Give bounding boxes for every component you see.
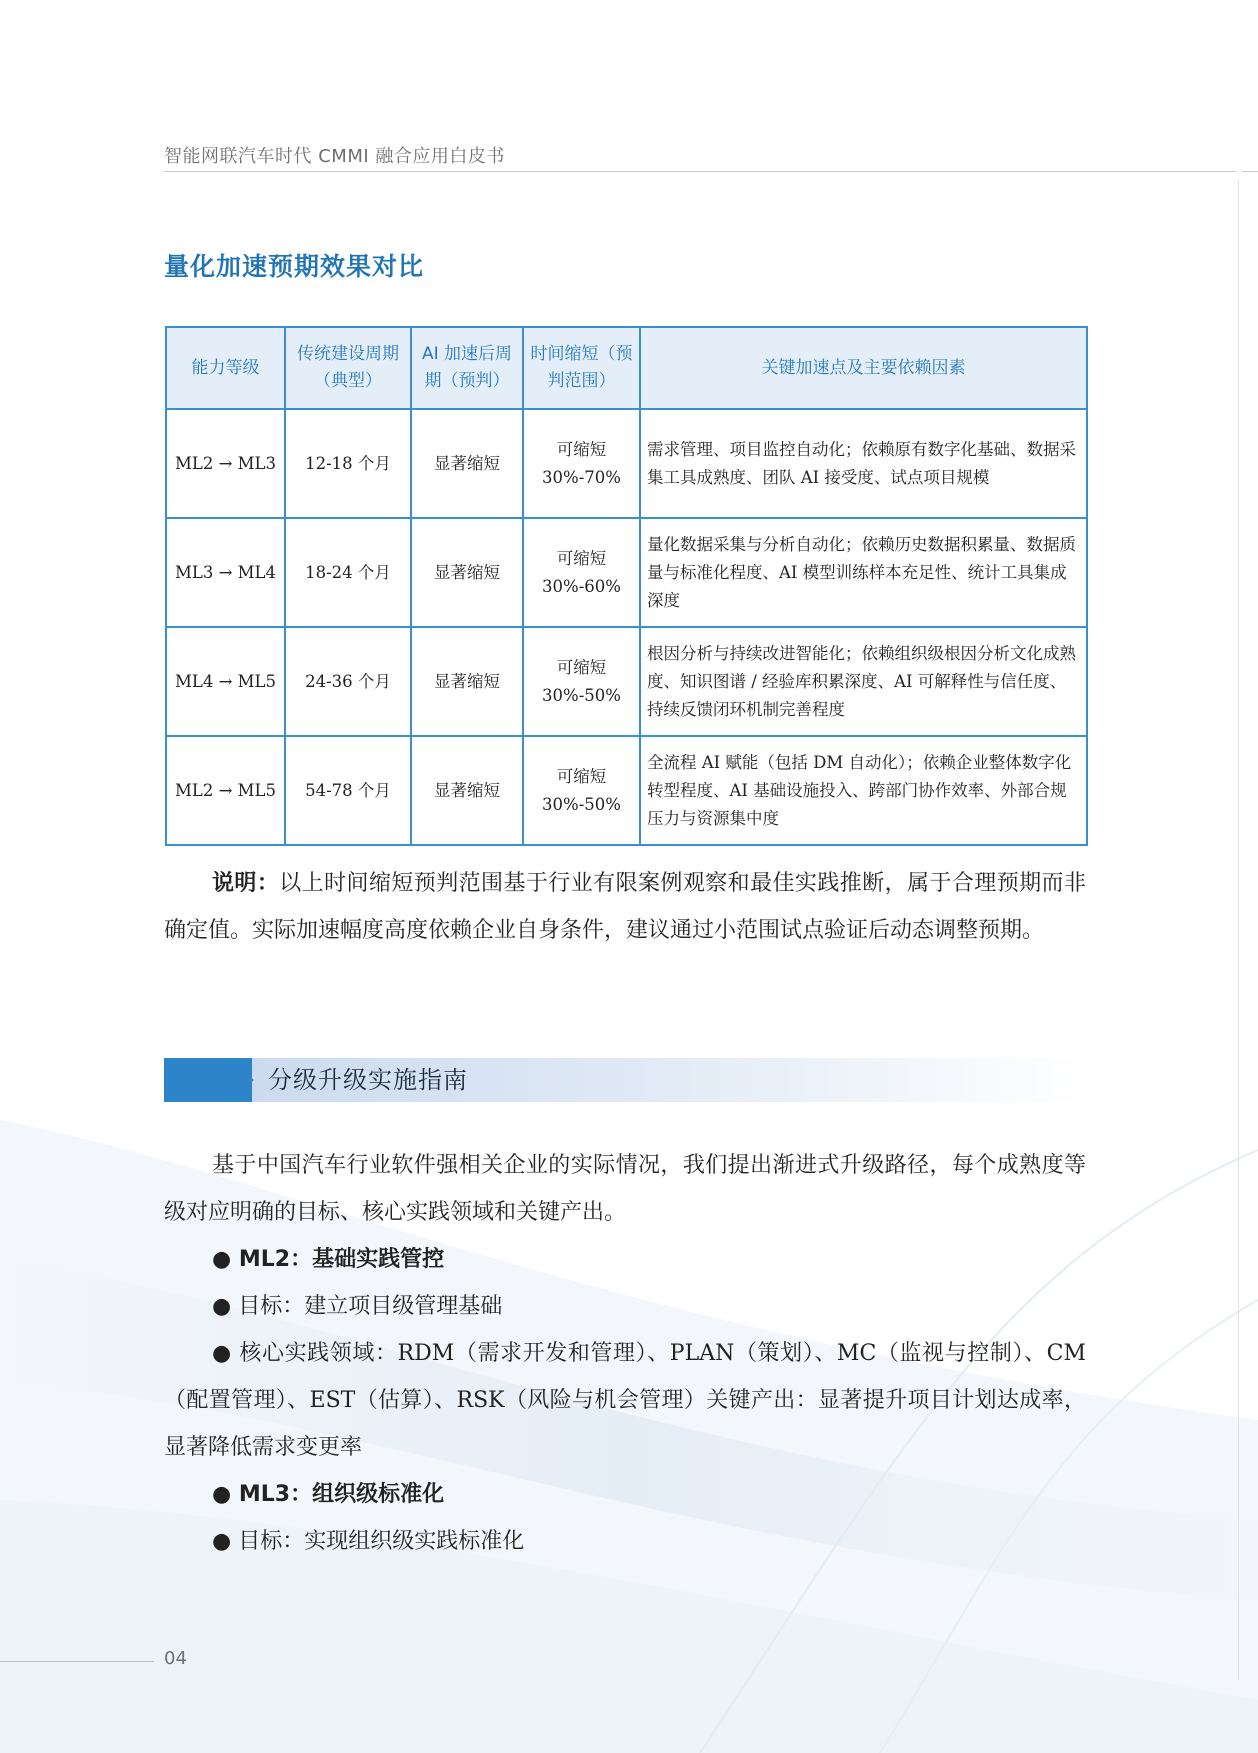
ml2-core-practices: ● 核心实践领域：RDM（需求开发和管理）、PLAN（策划）、MC（监视与控制）、CM（配置管理）、EST（估算）、RSK（风险与机会管理）关键产出：显著提升项目计划达成率，显著降低需求变更率 [164, 1341, 1086, 1460]
table-header-row [166, 327, 1087, 409]
running-header: 智能网联汽车时代 CMMI 融合应用白皮书 [164, 146, 505, 167]
cell-time-label: 可缩短 [556, 657, 607, 677]
cell-time [523, 736, 640, 845]
column-header: 时间缩短（预判范围） [523, 327, 640, 409]
header-rule [164, 171, 1236, 172]
table-row [166, 627, 1087, 736]
margin-rule [1238, 180, 1239, 1680]
cell-time-range: 30%-60% [542, 576, 621, 596]
ml3-goal: ● 目标：实现组织级实践标准化 [212, 1529, 525, 1554]
cell-time-label: 可缩短 [556, 766, 607, 786]
section-title: 量化加速预期效果对比 [164, 252, 425, 281]
cell-factors: 需求管理、项目监控自动化；依赖原有数字化基础、数据采集工具成熟度、团队 AI 接受度、试点项目规模 [640, 409, 1087, 518]
acceleration-table [165, 326, 1088, 846]
cell-level: ML2 → ML3 [166, 409, 285, 518]
cell-factors: 量化数据采集与分析自动化；依赖历史数据积累量、数据质量与标准化程度、AI 模型训练样本充足性、统计工具集成深度 [640, 518, 1087, 627]
cell-time-range: 30%-50% [542, 685, 621, 705]
intro-paragraph: 基于中国汽车行业软件强相关企业的实际情况，我们提出渐进式升级路径，每个成熟度等级对应明确的目标、核心实践领域和关键产出。 [164, 1153, 1086, 1225]
header-rule-end [1242, 171, 1258, 172]
cell-level: ML4 → ML5 [166, 627, 285, 736]
cell-traditional: 24-36 个月 [285, 627, 411, 736]
cell-traditional: 18-24 个月 [285, 518, 411, 627]
ml2-goal: ● 目标：建立项目级管理基础 [212, 1294, 503, 1319]
column-header: 传统建设周期（典型） [285, 327, 411, 409]
table-note [164, 860, 1086, 954]
cell-ai: 显著缩短 [411, 627, 523, 736]
ml2-heading: ● ML2：基础实践管控 [212, 1247, 445, 1272]
column-header: 能力等级 [166, 327, 285, 409]
heading-accent-block [164, 1058, 252, 1102]
table-row [166, 518, 1087, 627]
cell-time-range: 30%-70% [542, 467, 621, 487]
ml3-heading: ● ML3：组织级标准化 [212, 1482, 445, 1507]
cell-time-label: 可缩短 [556, 548, 607, 568]
column-header: AI 加速后周期（预判） [411, 327, 523, 409]
cell-ai: 显著缩短 [411, 736, 523, 845]
cell-time [523, 518, 640, 627]
cell-level: ML3 → ML4 [166, 518, 285, 627]
cell-level: ML2 → ML5 [166, 736, 285, 845]
page-number: 04 [164, 1648, 187, 1669]
cell-time [523, 409, 640, 518]
table-row [166, 409, 1087, 518]
cell-factors: 全流程 AI 赋能（包括 DM 自动化）；依赖企业整体数字化转型程度、AI 基础设施投入、跨部门协作效率、外部合规压力与资源集中度 [640, 736, 1087, 845]
section-heading: 分级升级实施指南 [268, 1066, 468, 1094]
footer-rule [0, 1661, 154, 1662]
note-text: 以上时间缩短预判范围基于行业有限案例观察和最佳实践推断，属于合理预期而非确定值。实际加速幅度高度依赖企业自身条件，建议通过小范围试点验证后动态调整预期。 [164, 871, 1086, 943]
heading-accent-notch [246, 1074, 254, 1086]
cell-ai: 显著缩短 [411, 409, 523, 518]
cell-ai: 显著缩短 [411, 518, 523, 627]
body-text [164, 1142, 1086, 1565]
cell-time-range: 30%-50% [542, 794, 621, 814]
cell-factors: 根因分析与持续改进智能化；依赖组织级根因分析文化成熟度、知识图谱 / 经验库积累深度、AI 可解释性与信任度、持续反馈闭环机制完善程度 [640, 627, 1087, 736]
table-row [166, 736, 1087, 845]
cell-traditional: 54-78 个月 [285, 736, 411, 845]
cell-traditional: 12-18 个月 [285, 409, 411, 518]
cell-time-label: 可缩短 [556, 439, 607, 459]
column-header: 关键加速点及主要依赖因素 [640, 327, 1087, 409]
cell-time [523, 627, 640, 736]
note-label: 说明： [212, 871, 280, 896]
